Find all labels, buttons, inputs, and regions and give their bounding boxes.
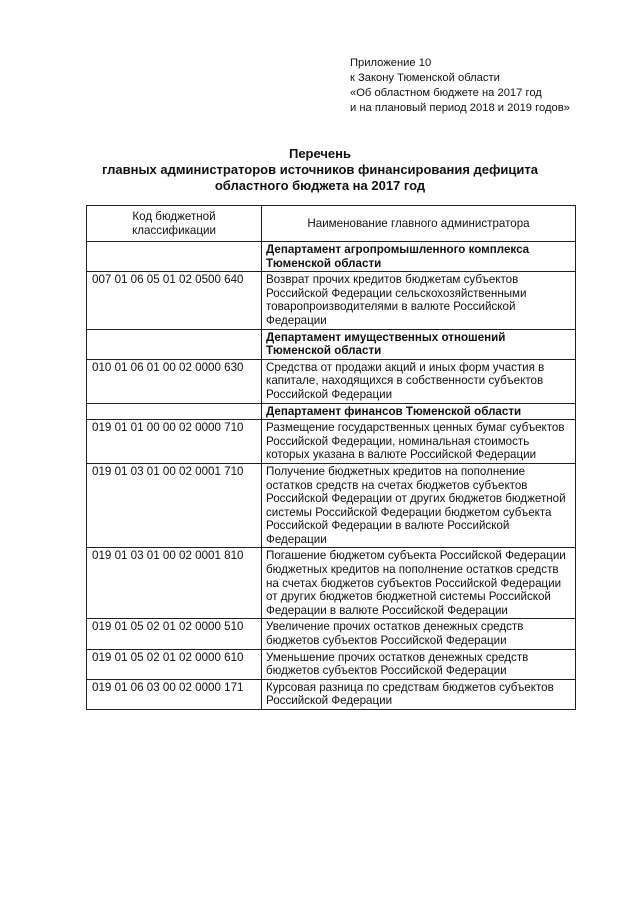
administrators-table	[86, 205, 576, 710]
code-cell	[87, 403, 262, 420]
code-cell: 019 01 01 00 00 02 0000 710	[87, 420, 262, 464]
code-cell: 010 01 06 01 00 02 0000 630	[87, 359, 262, 403]
name-cell: Увеличение прочих остатков денежных средств бюджетов субъектов Российской Федерации	[262, 619, 576, 649]
header-code: Код бюджетной классификации	[87, 206, 262, 242]
appendix-line: «Об областном бюджете на 2017 год	[350, 87, 542, 99]
department-row	[87, 329, 576, 359]
title-line: главных администраторов источников финансирования дефицита	[102, 162, 538, 177]
title-line: Перечень	[288, 146, 352, 161]
department-row	[87, 403, 576, 420]
name-cell: Уменьшение прочих остатков денежных средств бюджетов субъектов Российской Федерации	[262, 649, 576, 679]
table-row	[87, 359, 576, 403]
code-cell: 019 01 05 02 01 02 0000 510	[87, 619, 262, 649]
name-cell: Погашение бюджетом субъекта Российской Федерации бюджетных кредитов на пополнение остатков средств на счетах бюджетов субъектов Российской Федерации от других бюджетов бюджетной системы Российской Федерации в валюте Российской Федерации	[262, 548, 576, 619]
department-name: Департамент имущественных отношений Тюменской области	[262, 329, 576, 359]
appendix-note	[350, 56, 570, 116]
code-cell: 019 01 03 01 00 02 0001 810	[87, 548, 262, 619]
header-name: Наименование главного администратора	[262, 206, 576, 242]
appendix-line: Приложение 10	[350, 57, 432, 69]
table-header-row	[87, 206, 576, 242]
table-row	[87, 649, 576, 679]
title-line: областного бюджета на 2017 год	[214, 178, 426, 193]
appendix-line: и на плановый период 2018 и 2019 годов»	[350, 102, 570, 114]
table-row	[87, 619, 576, 649]
table-row	[87, 272, 576, 329]
appendix-line: к Закону Тюменской области	[350, 72, 500, 84]
code-cell: 019 01 05 02 01 02 0000 610	[87, 649, 262, 679]
code-cell: 019 01 06 03 00 02 0000 171	[87, 679, 262, 709]
department-name: Департамент агропромышленного комплекса Тюменской области	[262, 242, 576, 272]
department-row	[87, 242, 576, 272]
code-cell: 019 01 03 01 00 02 0001 710	[87, 463, 262, 548]
table-row	[87, 420, 576, 464]
code-cell: 007 01 06 05 01 02 0500 640	[87, 272, 262, 329]
name-cell: Курсовая разница по средствам бюджетов субъектов Российской Федерации	[262, 679, 576, 709]
table-row	[87, 548, 576, 619]
name-cell: Средства от продажи акций и иных форм участия в капитале, находящихся в собственности субъектов Российской Федерации	[262, 359, 576, 403]
name-cell: Возврат прочих кредитов бюджетам субъектов Российской Федерации сельскохозяйственными товаропроизводителями в валюте Российской Федерации	[262, 272, 576, 329]
name-cell: Получение бюджетных кредитов на пополнение остатков средств на счетах бюджетов субъектов Российской Федерации от других бюджетов бюджетной системы Российской Федерации бюджетом субъекта Российской Федерации в валюте Российской Федерации	[262, 463, 576, 548]
name-cell: Размещение государственных ценных бумаг субъектов Российской Федерации, номинальная стоимость которых указана в валюте Российской Федерации	[262, 420, 576, 464]
table-row	[87, 679, 576, 709]
table-row	[87, 463, 576, 548]
code-cell	[87, 242, 262, 272]
document-title	[0, 146, 640, 194]
code-cell	[87, 329, 262, 359]
department-name: Департамент финансов Тюменской области	[262, 403, 576, 420]
